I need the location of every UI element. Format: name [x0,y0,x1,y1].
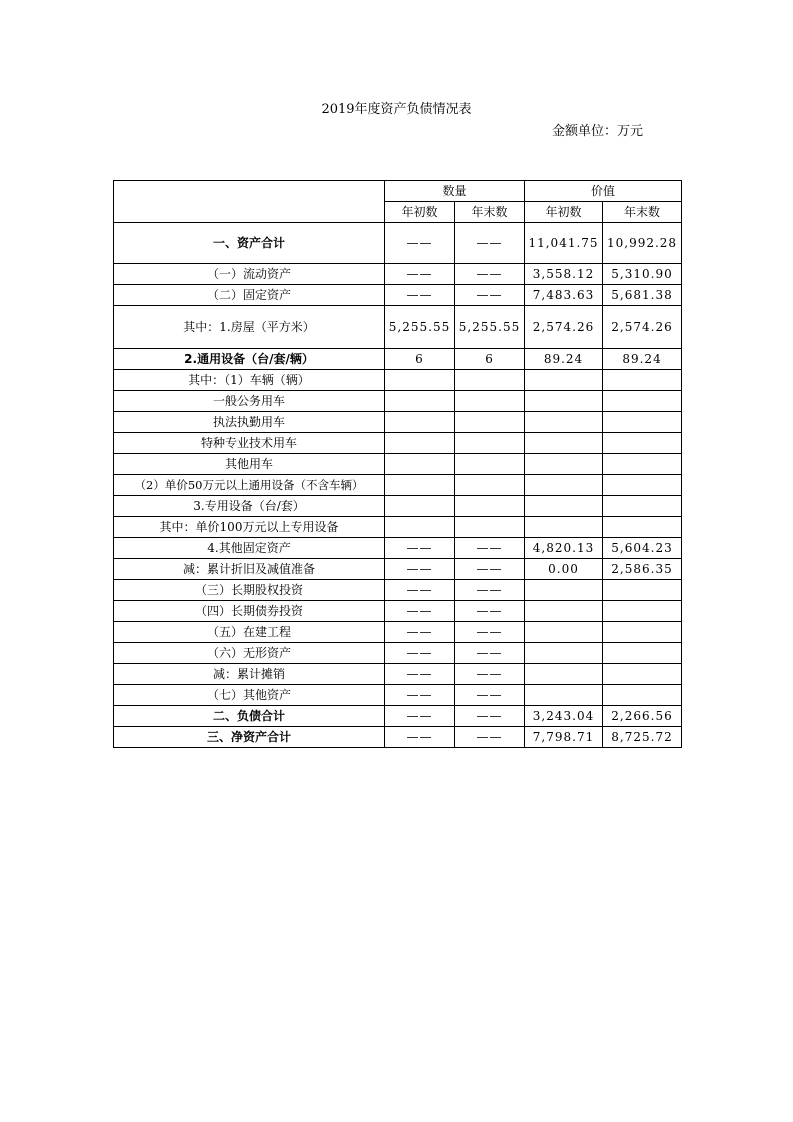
quantity-begin-cell [385,370,455,391]
value-begin-cell [525,601,603,622]
quantity-end-cell: —— [455,223,525,264]
row-label: （2）单价50万元以上通用设备（不含车辆） [114,475,385,496]
quantity-begin-cell [385,496,455,517]
value-end-cell [603,412,682,433]
quantity-begin-cell: 5,255.55 [385,306,455,349]
value-begin-cell [525,517,603,538]
value-begin-cell: 3,558.12 [525,264,603,285]
value-begin-cell: 3,243.04 [525,706,603,727]
quantity-begin-cell: —— [385,285,455,306]
value-begin-cell [525,391,603,412]
row-label: 2.通用设备（台/套/辆） [114,349,385,370]
row-label: 其中：1.房屋（平方米） [114,306,385,349]
table-row [114,454,682,475]
quantity-end-cell: —— [455,601,525,622]
quantity-begin-cell [385,475,455,496]
row-label: 三、净资产合计 [114,727,385,748]
quantity-end-cell [455,433,525,454]
quantity-end-cell [455,517,525,538]
table-row [114,727,682,748]
table-row [114,391,682,412]
value-end-cell: 10,992.28 [603,223,682,264]
amount-unit: 金额单位：万元 [552,124,644,139]
header-row-group [114,181,682,202]
value-end-cell: 8,725.72 [603,727,682,748]
quantity-begin-cell: —— [385,580,455,601]
quantity-begin-cell: —— [385,622,455,643]
quantity-end-cell: —— [455,264,525,285]
row-label: （二）固定资产 [114,285,385,306]
value-begin-cell: 0.00 [525,559,603,580]
quantity-begin-cell: —— [385,559,455,580]
header-quantity-end: 年末数 [455,202,525,223]
table-row [114,685,682,706]
value-begin-cell: 11,041.75 [525,223,603,264]
balance-sheet-table [113,180,682,748]
table-row [114,706,682,727]
row-label: 减：累计摊销 [114,664,385,685]
quantity-begin-cell [385,391,455,412]
value-end-cell [603,664,682,685]
quantity-begin-cell [385,517,455,538]
quantity-end-cell [455,370,525,391]
row-label: （六）无形资产 [114,643,385,664]
table-row [114,496,682,517]
row-label: 一般公务用车 [114,391,385,412]
value-end-cell [603,580,682,601]
value-end-cell [603,685,682,706]
quantity-end-cell [455,412,525,433]
row-label: （七）其他资产 [114,685,385,706]
value-begin-cell: 7,798.71 [525,727,603,748]
table-row [114,370,682,391]
table-row [114,664,682,685]
document-title: 2019年度资产负债情况表 [321,102,472,117]
value-begin-cell [525,433,603,454]
quantity-end-cell: 5,255.55 [455,306,525,349]
header-value-begin: 年初数 [525,202,603,223]
row-label: （一）流动资产 [114,264,385,285]
row-label: 其他用车 [114,454,385,475]
value-begin-cell [525,580,603,601]
header-value: 价值 [525,181,682,202]
quantity-begin-cell: —— [385,664,455,685]
quantity-begin-cell: —— [385,538,455,559]
table-row [114,223,682,264]
row-label: 特种专业技术用车 [114,433,385,454]
value-begin-cell: 89.24 [525,349,603,370]
value-end-cell: 89.24 [603,349,682,370]
quantity-end-cell: —— [455,706,525,727]
row-label: 减：累计折旧及减值准备 [114,559,385,580]
quantity-end-cell: —— [455,685,525,706]
quantity-end-cell [455,475,525,496]
table-row [114,559,682,580]
row-label: （五）在建工程 [114,622,385,643]
value-end-cell [603,454,682,475]
header-value-end: 年末数 [603,202,682,223]
quantity-end-cell: —— [455,622,525,643]
value-end-cell: 2,586.35 [603,559,682,580]
value-begin-cell: 2,574.26 [525,306,603,349]
value-begin-cell [525,664,603,685]
value-begin-cell: 4,820.13 [525,538,603,559]
quantity-begin-cell: —— [385,223,455,264]
table-row [114,601,682,622]
quantity-end-cell: —— [455,538,525,559]
quantity-begin-cell: —— [385,643,455,664]
value-begin-cell [525,622,603,643]
table-row [114,349,682,370]
value-begin-cell [525,496,603,517]
quantity-end-cell: —— [455,559,525,580]
value-end-cell: 5,310.90 [603,264,682,285]
header-quantity-begin: 年初数 [385,202,455,223]
value-begin-cell [525,454,603,475]
value-end-cell [603,496,682,517]
table-row [114,412,682,433]
table-row [114,433,682,454]
value-end-cell: 5,604.23 [603,538,682,559]
quantity-end-cell: —— [455,664,525,685]
value-end-cell: 2,266.56 [603,706,682,727]
value-end-cell: 2,574.26 [603,306,682,349]
value-end-cell: 5,681.38 [603,285,682,306]
quantity-end-cell: —— [455,285,525,306]
value-end-cell [603,517,682,538]
quantity-begin-cell: —— [385,685,455,706]
row-label: 其中：单价100万元以上专用设备 [114,517,385,538]
value-begin-cell [525,643,603,664]
quantity-end-cell [455,496,525,517]
row-label: 其中：（1）车辆（辆） [114,370,385,391]
quantity-begin-cell: —— [385,706,455,727]
quantity-end-cell [455,391,525,412]
quantity-end-cell: —— [455,727,525,748]
value-begin-cell [525,475,603,496]
value-begin-cell [525,412,603,433]
value-end-cell [603,601,682,622]
table-row [114,517,682,538]
table-row [114,285,682,306]
value-begin-cell: 7,483.63 [525,285,603,306]
quantity-begin-cell: 6 [385,349,455,370]
table-row [114,264,682,285]
header-quantity: 数量 [385,181,525,202]
header-item-cell [114,181,385,223]
quantity-begin-cell: —— [385,264,455,285]
quantity-end-cell [455,454,525,475]
value-begin-cell [525,370,603,391]
value-end-cell [603,433,682,454]
quantity-end-cell: 6 [455,349,525,370]
table-row [114,306,682,349]
quantity-end-cell: —— [455,643,525,664]
value-end-cell [603,391,682,412]
value-begin-cell [525,685,603,706]
quantity-begin-cell [385,412,455,433]
row-label: 3.专用设备（台/套） [114,496,385,517]
row-label: （四）长期债券投资 [114,601,385,622]
table-row [114,643,682,664]
table-row [114,580,682,601]
row-label: 一、资产合计 [114,223,385,264]
quantity-end-cell: —— [455,580,525,601]
table-row [114,538,682,559]
table-row [114,622,682,643]
table-row [114,475,682,496]
row-label: （三）长期股权投资 [114,580,385,601]
row-label: 执法执勤用车 [114,412,385,433]
row-label: 二、负债合计 [114,706,385,727]
row-label: 4.其他固定资产 [114,538,385,559]
value-end-cell [603,370,682,391]
quantity-begin-cell [385,433,455,454]
value-end-cell [603,475,682,496]
value-end-cell [603,622,682,643]
quantity-begin-cell: —— [385,727,455,748]
value-end-cell [603,643,682,664]
quantity-begin-cell [385,454,455,475]
quantity-begin-cell: —— [385,601,455,622]
